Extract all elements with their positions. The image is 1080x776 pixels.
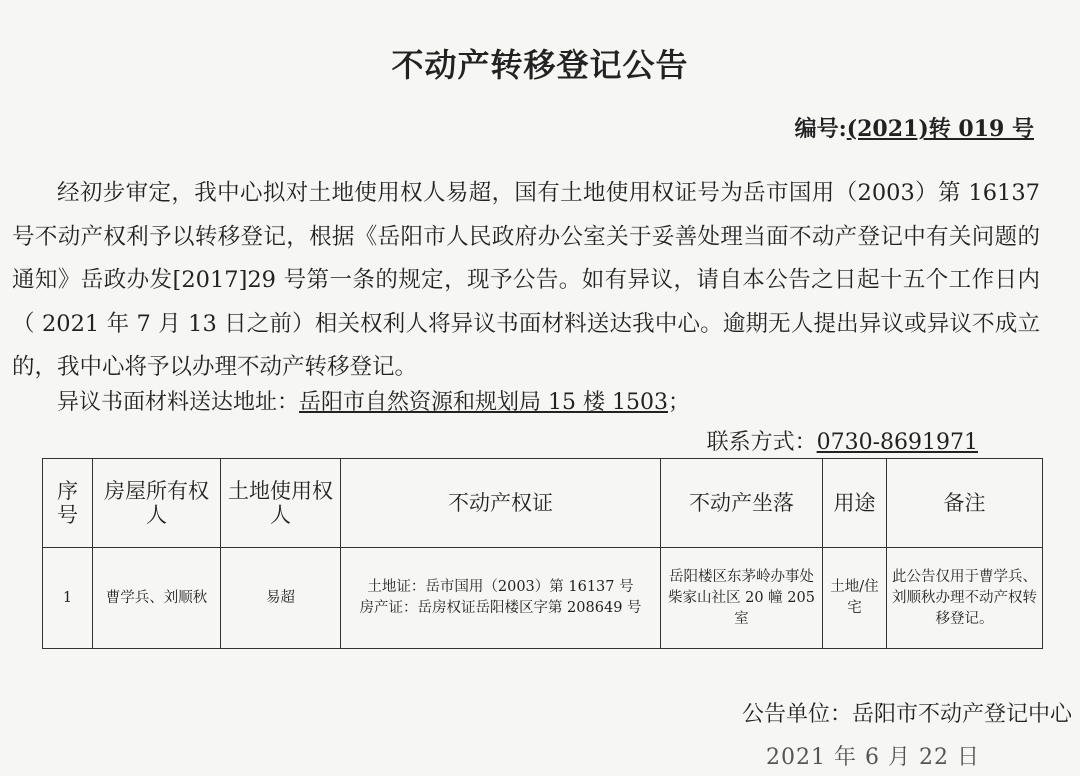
cell-house-owner: 曹学兵、刘顺秋 [93,548,221,649]
contact-info [707,425,978,456]
contact-label: 联系方式： [706,430,817,455]
cell-usage: 土地/住宅 [823,548,887,649]
cert-house: 房产证：岳房权证岳阳楼区字第 208649 号 [359,600,642,616]
address-suffix: ； [667,390,690,415]
table-header-row [43,459,1043,548]
address-value: 岳阳市自然资源和规划局 15 楼 1503 [299,390,668,415]
issuer-value: 岳阳市不动产登记中心 [851,702,1072,727]
announcement-body [12,172,1040,390]
contact-phone: 0730-8691971 [816,430,978,455]
header-remark: 备注 [887,459,1043,548]
cell-index: 1 [43,548,93,649]
document-number-label: 编号: [794,116,847,142]
header-index: 序号 [43,459,93,548]
header-land-user: 土地使用权人 [221,459,341,548]
page-title: 不动产转移登记公告 [391,46,689,84]
cert-land: 土地证：岳市国用（2003）第 16137 号 [367,579,634,595]
header-certificate: 不动产权证 [341,459,661,548]
header-usage: 用途 [823,459,887,548]
cell-certificate [341,548,661,649]
issuer-label: 公告单位： [741,702,852,727]
document-number [795,112,1034,143]
objection-address [57,385,690,416]
table-row [43,548,1043,649]
issue-date: 2021 年 6 月 22 日 [766,745,980,770]
header-location: 不动产坐落 [661,459,823,548]
cell-remark: 此公告仅用于曹学兵、刘顺秋办理不动产权转移登记。 [887,548,1043,649]
cell-land-user: 易超 [221,548,341,649]
registration-table [42,458,1043,649]
document-number-value: (2021)转 019 号 [846,116,1034,142]
header-house-owner: 房屋所有权人 [93,459,221,548]
issuing-unit [742,697,1072,728]
body-paragraph: 经初步审定，我中心拟对土地使用权人易超，国有土地使用权证号为岳市国用（2003）第 16137 号不动产权利予以转移登记，根据《岳阳市人民政府办公室关于妥善处理当面不动产登记中有关问题的通知》岳政办发[2017]29 号第一条的规定，现予公告。如有异议，请自本公告之日起十五个工作日内（ 2021 年 7 月 13 日之前）相关权利人将异议书面材料送达我中心。逾期无人提出异议或异议不成立的，我中心将予以办理不动产转移登记。 [12,180,1040,380]
address-label: 异议书面材料送达地址： [57,390,300,415]
cell-location: 岳阳楼区东茅岭办事处柴家山社区 20 幢 205 室 [661,548,823,649]
